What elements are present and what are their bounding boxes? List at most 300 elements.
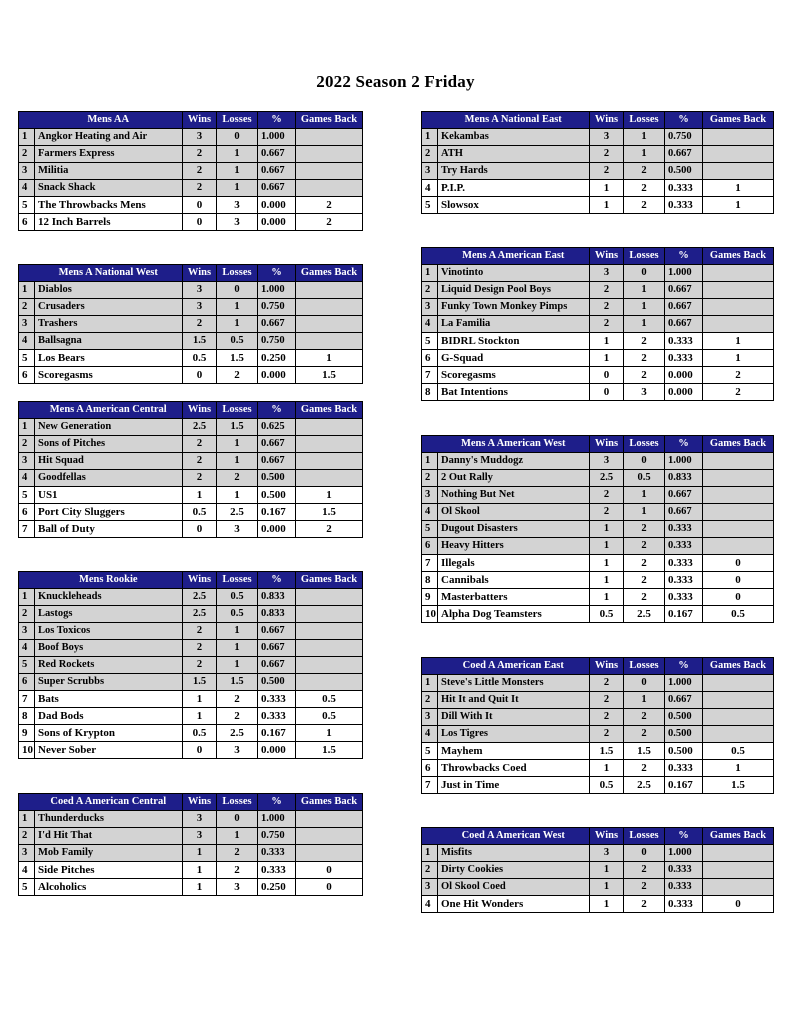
losses-cell: 1 [624, 692, 665, 709]
table-header-row [19, 402, 363, 419]
pct-header: % [665, 436, 703, 453]
team-name-cell: P.I.P. [438, 180, 590, 197]
team-name-cell: Militia [35, 163, 183, 180]
rank-cell: 3 [19, 453, 35, 470]
rank-cell: 5 [19, 879, 35, 896]
losses-cell: 3 [217, 197, 258, 214]
games-back-cell [296, 129, 363, 146]
team-name-cell: Hit It and Quit It [438, 692, 590, 709]
losses-cell: 2 [217, 862, 258, 879]
table-header-row [422, 248, 774, 265]
standings-table [421, 657, 774, 794]
games-back-cell [703, 862, 774, 879]
games-back-cell [296, 640, 363, 657]
table-row [422, 572, 774, 589]
table-header-row [422, 112, 774, 129]
standings-table [421, 247, 774, 401]
table-row [422, 760, 774, 777]
division-name-header: Mens A American Central [35, 402, 183, 419]
team-name-cell: Mob Family [35, 845, 183, 862]
losses-cell: 1 [624, 299, 665, 316]
wins-cell: 2 [590, 146, 624, 163]
table-row [19, 299, 363, 316]
losses-header: Losses [624, 658, 665, 675]
games-back-cell: 0.5 [296, 708, 363, 725]
losses-cell: 2 [624, 180, 665, 197]
team-name-cell: Dugout Disasters [438, 521, 590, 538]
losses-cell: 0 [624, 675, 665, 692]
losses-cell: 1 [217, 640, 258, 657]
rank-cell: 5 [19, 197, 35, 214]
games-back-header: Games Back [296, 112, 363, 129]
standings-table [421, 827, 774, 913]
table-row [19, 436, 363, 453]
table-row [19, 862, 363, 879]
wins-cell: 1.5 [183, 333, 217, 350]
losses-cell: 1.5 [624, 743, 665, 760]
team-name-cell: Trashers [35, 316, 183, 333]
wins-cell: 0.5 [183, 725, 217, 742]
team-name-cell: La Familia [438, 316, 590, 333]
rank-cell: 6 [19, 504, 35, 521]
pct-cell: 0.000 [258, 197, 296, 214]
games-back-cell [703, 726, 774, 743]
wins-cell: 2.5 [183, 419, 217, 436]
games-back-cell: 1 [296, 725, 363, 742]
games-back-cell: 0 [703, 572, 774, 589]
pct-cell: 0.333 [258, 708, 296, 725]
games-back-cell: 1.5 [296, 367, 363, 384]
table-row [422, 879, 774, 896]
wins-cell: 0.5 [590, 777, 624, 794]
wins-cell: 2 [590, 299, 624, 316]
wins-cell: 2 [183, 470, 217, 487]
games-back-cell [296, 453, 363, 470]
rank-cell: 3 [422, 879, 438, 896]
pct-cell: 0.667 [258, 163, 296, 180]
wins-cell: 2 [590, 316, 624, 333]
team-name-cell: Dad Bods [35, 708, 183, 725]
team-name-cell: Bats [35, 691, 183, 708]
games-back-cell [296, 589, 363, 606]
table-row [422, 384, 774, 401]
wins-cell: 1 [590, 879, 624, 896]
pct-cell: 0.500 [258, 674, 296, 691]
table-row [19, 197, 363, 214]
team-name-cell: Funky Town Monkey Pimps [438, 299, 590, 316]
division-name-header: Mens AA [35, 112, 183, 129]
losses-cell: 2 [624, 709, 665, 726]
team-name-cell: Knuckleheads [35, 589, 183, 606]
wins-header: Wins [590, 248, 624, 265]
wins-cell: 3 [183, 129, 217, 146]
table-header-row [422, 658, 774, 675]
table-row [19, 453, 363, 470]
losses-cell: 1 [217, 623, 258, 640]
games-back-header: Games Back [703, 112, 774, 129]
games-back-cell [296, 146, 363, 163]
table-row [422, 350, 774, 367]
team-name-cell: Side Pitches [35, 862, 183, 879]
header-blank-cell [19, 265, 35, 282]
pct-cell: 0.000 [258, 742, 296, 759]
pct-cell: 0.667 [665, 504, 703, 521]
rank-cell: 8 [422, 384, 438, 401]
team-name-cell: Steve's Little Monsters [438, 675, 590, 692]
wins-cell: 1 [183, 691, 217, 708]
table-row [422, 453, 774, 470]
division-name-header: Mens A National East [438, 112, 590, 129]
losses-cell: 2 [217, 470, 258, 487]
team-name-cell: Dirty Cookies [438, 862, 590, 879]
table-row [422, 743, 774, 760]
games-back-header: Games Back [703, 436, 774, 453]
losses-header: Losses [624, 248, 665, 265]
losses-cell: 2.5 [624, 777, 665, 794]
team-name-cell: Try Hards [438, 163, 590, 180]
pct-header: % [665, 112, 703, 129]
team-name-cell: Ol Skool [438, 504, 590, 521]
losses-header: Losses [624, 828, 665, 845]
games-back-cell [296, 674, 363, 691]
pct-cell: 0.667 [258, 316, 296, 333]
wins-cell: 1 [590, 197, 624, 214]
rank-cell: 1 [422, 845, 438, 862]
games-back-cell [703, 709, 774, 726]
rank-cell: 5 [19, 657, 35, 674]
games-back-cell [296, 333, 363, 350]
wins-cell: 3 [590, 265, 624, 282]
games-back-header: Games Back [296, 265, 363, 282]
team-name-cell: One Hit Wonders [438, 896, 590, 913]
team-name-cell: Dill With It [438, 709, 590, 726]
pct-cell: 0.500 [258, 470, 296, 487]
pct-cell: 0.750 [258, 828, 296, 845]
pct-cell: 1.000 [665, 845, 703, 862]
rank-cell: 7 [422, 555, 438, 572]
pct-cell: 0.250 [258, 350, 296, 367]
table-row [19, 129, 363, 146]
losses-cell: 2 [624, 538, 665, 555]
header-blank-cell [422, 436, 438, 453]
games-back-cell: 1 [296, 487, 363, 504]
pct-header: % [258, 112, 296, 129]
wins-cell: 0.5 [183, 504, 217, 521]
rank-cell: 2 [422, 862, 438, 879]
table-row [422, 845, 774, 862]
wins-header: Wins [183, 794, 217, 811]
rank-cell: 9 [422, 589, 438, 606]
team-name-cell: Lastogs [35, 606, 183, 623]
games-back-cell: 0.5 [296, 691, 363, 708]
games-back-cell [703, 453, 774, 470]
wins-cell: 1 [590, 572, 624, 589]
rank-cell: 2 [422, 146, 438, 163]
team-name-cell: Red Rockets [35, 657, 183, 674]
wins-cell: 1 [183, 487, 217, 504]
games-back-cell [296, 811, 363, 828]
rank-cell: 3 [19, 845, 35, 862]
losses-cell: 2 [624, 521, 665, 538]
team-name-cell: Ol Skool Coed [438, 879, 590, 896]
table-row [422, 265, 774, 282]
rank-cell: 1 [19, 419, 35, 436]
pct-cell: 0.333 [665, 589, 703, 606]
rank-cell: 1 [19, 282, 35, 299]
losses-cell: 1 [217, 180, 258, 197]
team-name-cell: New Generation [35, 419, 183, 436]
table-row [422, 129, 774, 146]
table-row [19, 606, 363, 623]
team-name-cell: Bat Intentions [438, 384, 590, 401]
pct-cell: 0.333 [258, 691, 296, 708]
team-name-cell: Throwbacks Coed [438, 760, 590, 777]
wins-cell: 2.5 [590, 470, 624, 487]
table-row [422, 146, 774, 163]
pct-cell: 0.625 [258, 419, 296, 436]
table-row [19, 708, 363, 725]
header-blank-cell [19, 572, 35, 589]
losses-cell: 2 [217, 367, 258, 384]
wins-cell: 3 [183, 811, 217, 828]
games-back-cell [296, 180, 363, 197]
table-row [19, 845, 363, 862]
rank-cell: 5 [422, 333, 438, 350]
team-name-cell: Boof Boys [35, 640, 183, 657]
standings-table [18, 111, 363, 231]
rank-cell: 2 [422, 692, 438, 709]
losses-cell: 1 [217, 657, 258, 674]
wins-cell: 0 [183, 214, 217, 231]
wins-cell: 0 [183, 197, 217, 214]
games-back-cell [703, 129, 774, 146]
games-back-cell [296, 828, 363, 845]
team-name-cell: Ballsagna [35, 333, 183, 350]
pct-header: % [258, 265, 296, 282]
table-row [19, 504, 363, 521]
team-name-cell: Crusaders [35, 299, 183, 316]
rank-cell: 3 [19, 316, 35, 333]
pct-cell: 0.000 [258, 214, 296, 231]
rank-cell: 1 [19, 129, 35, 146]
table-row [19, 879, 363, 896]
losses-cell: 0 [217, 282, 258, 299]
losses-cell: 2 [217, 845, 258, 862]
games-back-header: Games Back [296, 402, 363, 419]
games-back-header: Games Back [703, 248, 774, 265]
games-back-cell [703, 675, 774, 692]
table-row [19, 470, 363, 487]
wins-cell: 2 [183, 436, 217, 453]
team-name-cell: Thunderducks [35, 811, 183, 828]
games-back-cell [296, 470, 363, 487]
table-row [422, 726, 774, 743]
losses-cell: 2 [624, 862, 665, 879]
games-back-cell: 2 [296, 521, 363, 538]
losses-cell: 2 [624, 555, 665, 572]
rank-cell: 4 [422, 504, 438, 521]
standings-table [421, 111, 774, 214]
pct-cell: 0.833 [665, 470, 703, 487]
games-back-cell [703, 265, 774, 282]
team-name-cell: Alcoholics [35, 879, 183, 896]
games-back-cell [703, 487, 774, 504]
wins-cell: 0 [183, 367, 217, 384]
table-row [19, 316, 363, 333]
losses-cell: 1 [624, 282, 665, 299]
wins-cell: 1 [590, 180, 624, 197]
losses-cell: 1 [624, 146, 665, 163]
games-back-cell: 2 [703, 367, 774, 384]
losses-header: Losses [217, 265, 258, 282]
team-name-cell: Misfits [438, 845, 590, 862]
wins-cell: 2 [183, 180, 217, 197]
page-title: 2022 Season 2 Friday [316, 72, 475, 91]
header-blank-cell [422, 658, 438, 675]
losses-cell: 2 [217, 708, 258, 725]
team-name-cell: US1 [35, 487, 183, 504]
losses-cell: 1.5 [217, 350, 258, 367]
pct-cell: 1.000 [665, 675, 703, 692]
team-name-cell: BIDRL Stockton [438, 333, 590, 350]
pct-cell: 0.667 [258, 640, 296, 657]
pct-cell: 0.333 [665, 760, 703, 777]
wins-cell: 1.5 [590, 743, 624, 760]
games-back-cell [703, 470, 774, 487]
wins-cell: 1 [183, 708, 217, 725]
rank-cell: 1 [19, 589, 35, 606]
wins-cell: 2 [183, 146, 217, 163]
team-name-cell: Alpha Dog Teamsters [438, 606, 590, 623]
pct-header: % [665, 828, 703, 845]
table-row [19, 623, 363, 640]
games-back-cell: 0.5 [703, 606, 774, 623]
rank-cell: 2 [19, 606, 35, 623]
wins-header: Wins [183, 572, 217, 589]
losses-cell: 0.5 [217, 606, 258, 623]
rank-cell: 2 [19, 436, 35, 453]
pct-cell: 0.500 [665, 163, 703, 180]
table-row [422, 180, 774, 197]
wins-cell: 2.5 [183, 606, 217, 623]
pct-cell: 0.667 [258, 180, 296, 197]
pct-cell: 0.333 [258, 862, 296, 879]
table-row [19, 487, 363, 504]
header-blank-cell [422, 828, 438, 845]
games-back-cell [703, 879, 774, 896]
team-name-cell: Goodfellas [35, 470, 183, 487]
wins-cell: 1 [590, 350, 624, 367]
team-name-cell: Angkor Heating and Air [35, 129, 183, 146]
pct-cell: 0.833 [258, 589, 296, 606]
table-row [19, 589, 363, 606]
header-blank-cell [422, 112, 438, 129]
pct-cell: 0.667 [665, 299, 703, 316]
losses-cell: 2 [624, 589, 665, 606]
pct-header: % [258, 402, 296, 419]
losses-cell: 1 [217, 146, 258, 163]
team-name-cell: Kekambas [438, 129, 590, 146]
wins-cell: 2 [590, 487, 624, 504]
pct-cell: 0.667 [258, 146, 296, 163]
losses-header: Losses [217, 402, 258, 419]
team-name-cell: Los Bears [35, 350, 183, 367]
pct-cell: 0.833 [258, 606, 296, 623]
games-back-cell [703, 299, 774, 316]
rank-cell: 6 [422, 538, 438, 555]
games-back-cell [703, 163, 774, 180]
rank-cell: 10 [422, 606, 438, 623]
games-back-cell: 0.5 [703, 743, 774, 760]
rank-cell: 6 [19, 214, 35, 231]
rank-cell: 3 [19, 623, 35, 640]
team-name-cell: Los Tigres [438, 726, 590, 743]
wins-cell: 3 [183, 282, 217, 299]
games-back-cell [296, 436, 363, 453]
pct-cell: 0.667 [258, 623, 296, 640]
rank-cell: 8 [422, 572, 438, 589]
games-back-cell: 1.5 [296, 742, 363, 759]
rank-cell: 3 [422, 299, 438, 316]
wins-cell: 2 [590, 726, 624, 743]
wins-header: Wins [590, 658, 624, 675]
table-row [422, 606, 774, 623]
wins-cell: 2 [590, 709, 624, 726]
wins-cell: 3 [183, 299, 217, 316]
table-header-row [19, 794, 363, 811]
losses-cell: 0.5 [217, 333, 258, 350]
rank-cell: 4 [422, 896, 438, 913]
pct-cell: 1.000 [665, 265, 703, 282]
games-back-cell [703, 282, 774, 299]
team-name-cell: Masterbatters [438, 589, 590, 606]
wins-cell: 2 [183, 640, 217, 657]
games-back-cell: 1 [296, 350, 363, 367]
team-name-cell: Super Scrubbs [35, 674, 183, 691]
rank-cell: 10 [19, 742, 35, 759]
rank-cell: 7 [19, 691, 35, 708]
table-row [422, 589, 774, 606]
table-row [19, 640, 363, 657]
games-back-cell: 2 [296, 214, 363, 231]
games-back-cell: 0 [296, 879, 363, 896]
pct-cell: 0.667 [258, 436, 296, 453]
rank-cell: 2 [19, 828, 35, 845]
team-name-cell: Farmers Express [35, 146, 183, 163]
games-back-cell: 1 [703, 180, 774, 197]
losses-cell: 1.5 [217, 674, 258, 691]
games-back-cell: 1 [703, 333, 774, 350]
pct-cell: 0.333 [665, 879, 703, 896]
team-name-cell: The Throwbacks Mens [35, 197, 183, 214]
games-back-cell [296, 623, 363, 640]
losses-cell: 1 [217, 487, 258, 504]
rank-cell: 4 [19, 333, 35, 350]
games-back-cell [296, 657, 363, 674]
wins-cell: 2 [590, 675, 624, 692]
pct-cell: 0.333 [665, 197, 703, 214]
rank-cell: 9 [19, 725, 35, 742]
table-row [422, 896, 774, 913]
table-row [19, 521, 363, 538]
games-back-cell [296, 419, 363, 436]
pct-cell: 0.667 [665, 316, 703, 333]
pct-cell: 0.667 [665, 146, 703, 163]
pct-cell: 1.000 [258, 129, 296, 146]
division-name-header: Mens A American East [438, 248, 590, 265]
table-row [19, 163, 363, 180]
wins-cell: 2 [590, 504, 624, 521]
